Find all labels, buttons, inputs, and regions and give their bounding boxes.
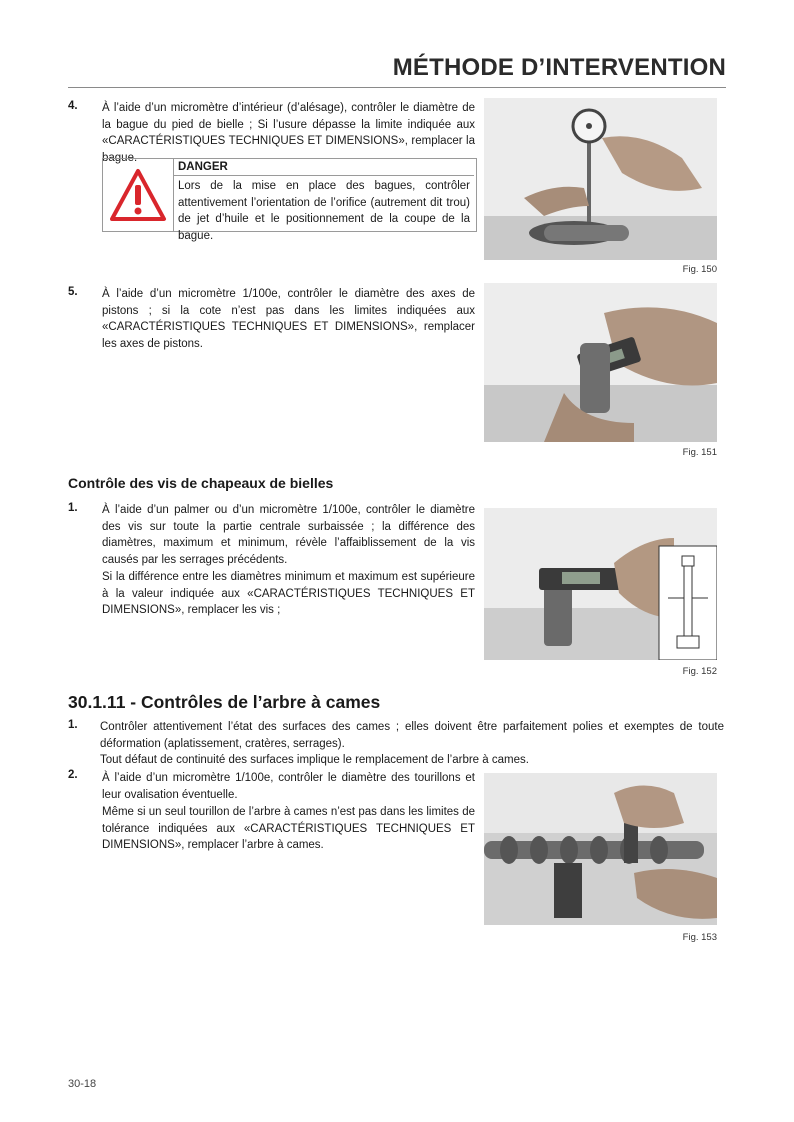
- step-number: 4.: [68, 100, 78, 112]
- figure-image: [484, 773, 717, 925]
- step-text: À l’aide d’un micromètre d’intérieur (d’alésage), contrôler le diamètre de la bague du pied de bielle ; Si l’usure dépasse la limite indiquée aux «CARACTÉRISTIQUES TECHNIQUES ET DIMENSIONS», remplacer la bague.: [102, 102, 475, 164]
- step-text: À l’aide d’un palmer ou d’un micromètre 1/100e, contrôler le diamètre des vis sur toute la partie centrale surbaissée ; la différence des diamètres, maximum et minimum, révèle l’affaiblissement de la vis causés par les serrages précédents.: [102, 504, 475, 566]
- figure-caption: Fig. 153: [682, 932, 717, 943]
- step-number: 2.: [68, 769, 78, 781]
- danger-box: [102, 158, 477, 242]
- header-divider: [68, 87, 726, 88]
- figure-caption: Fig. 151: [682, 447, 717, 458]
- danger-icon-cell: [103, 159, 174, 231]
- step-number: 5.: [68, 286, 78, 298]
- step-text: À l’aide d’un micromètre 1/100e, contrôler le diamètre des tourillons et leur ovalisation éventuelle.: [102, 772, 475, 801]
- section-heading: Contrôle des vis de chapeaux de bielles: [68, 475, 334, 491]
- step-text: Tout défaut de continuité des surfaces implique le remplacement de l’arbre à cames.: [100, 754, 529, 766]
- step-text: Contrôler attentivement l’état des surfaces des cames ; elles doivent être parfaitement polies et exemptes de toute déformation (aplatissement, cratères, serrages).: [100, 721, 724, 750]
- danger-text: Lors de la mise en place des bagues, contrôler attentivement l’orientation de l’orifice (autrement dit trou) de jet d’huile et le positionnement de la coupe de la bague.: [178, 180, 470, 242]
- warning-triangle-icon: [109, 168, 167, 222]
- section-heading: 30.1.11 - Contrôles de l’arbre à cames: [68, 692, 381, 712]
- page-number: 30-18: [68, 1078, 97, 1090]
- step-number: 1.: [68, 719, 78, 731]
- page-header-title: MÉTHODE D’INTERVENTION: [392, 54, 726, 81]
- figure-image: [484, 98, 717, 260]
- figure-image: [484, 283, 717, 442]
- figure-caption: Fig. 150: [682, 264, 717, 275]
- figure-image: [484, 508, 717, 660]
- step-text: À l’aide d’un micromètre 1/100e, contrôler le diamètre des axes de pistons ; si la cote n’est pas dans les limites indiquées aux «CARACTÉRISTIQUES TECHNIQUES ET DIMENSIONS», remplacer les axes de pistons.: [102, 288, 475, 350]
- step-text: Si la différence entre les diamètres minimum et maximum est supérieure à la valeur indiquée aux «CARACTÉRISTIQUES TECHNIQUES ET DIMENSIONS», remplacer les vis ;: [102, 571, 475, 616]
- step-number: 1.: [68, 502, 78, 514]
- figure-caption: Fig. 152: [682, 666, 717, 677]
- danger-title: DANGER: [174, 159, 474, 176]
- step-text: Même si un seul tourillon de l’arbre à cames n’est pas dans les limites de tolérance indiquées aux «CARACTÉRISTIQUES TECHNIQUES ET DIMENSIONS», remplacer l’arbre à cames.: [102, 806, 475, 851]
